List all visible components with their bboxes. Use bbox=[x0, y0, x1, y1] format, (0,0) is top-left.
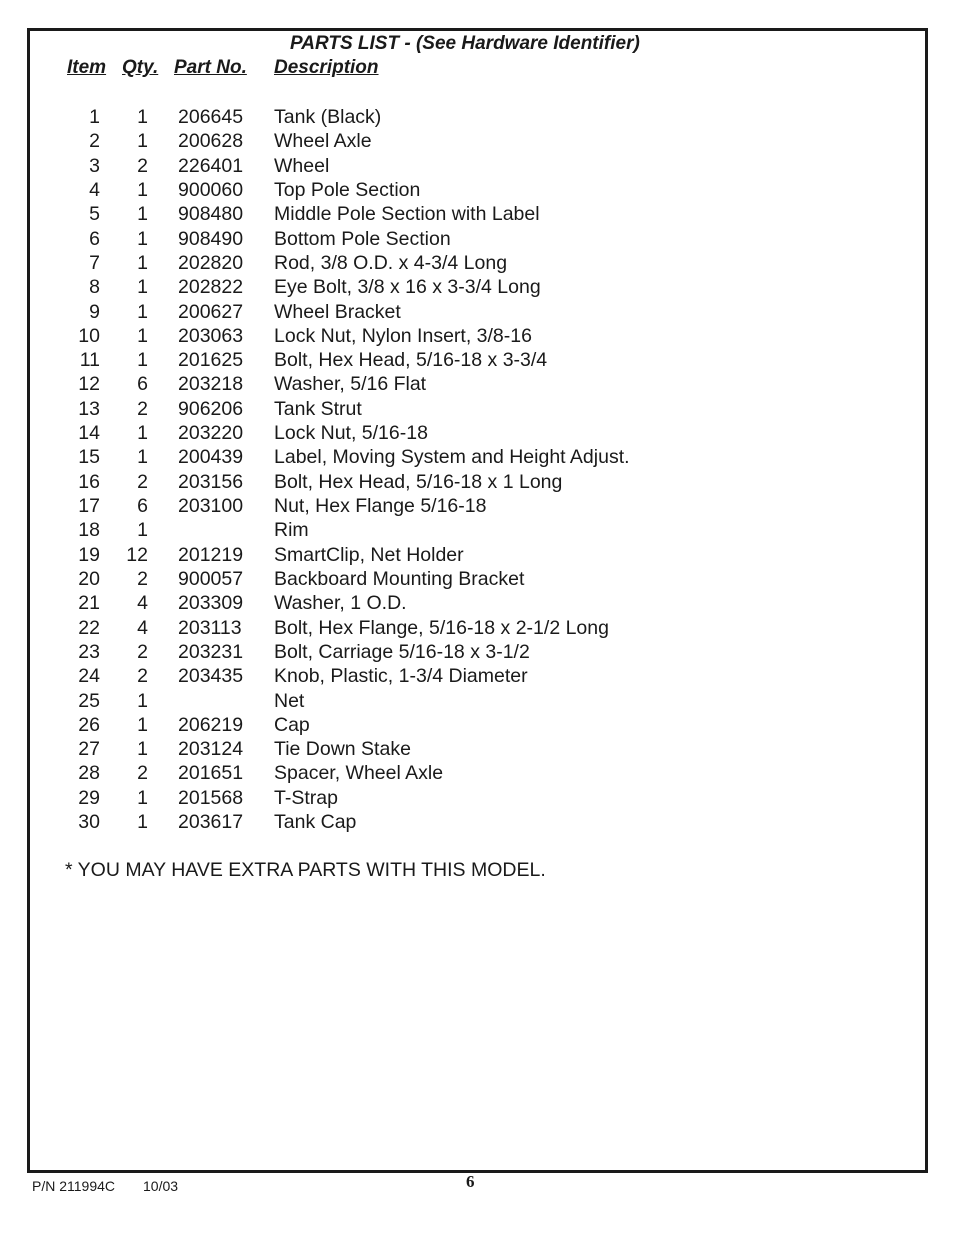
item-description: Bolt, Hex Head, 5/16-18 x 1 Long bbox=[274, 470, 563, 493]
item-number: 30 bbox=[78, 811, 100, 834]
item-quantity: 4 bbox=[137, 616, 148, 639]
parts-row bbox=[0, 543, 954, 567]
item-number: 9 bbox=[89, 300, 100, 323]
item-description: Backboard Mounting Bracket bbox=[274, 567, 525, 590]
page-title: PARTS LIST - (See Hardware Identifier) bbox=[290, 33, 640, 54]
item-quantity: 4 bbox=[137, 592, 148, 615]
parts-row bbox=[0, 202, 954, 226]
item-part-number: 906206 bbox=[178, 397, 244, 420]
item-description: Tank Cap bbox=[274, 811, 357, 834]
item-quantity: 2 bbox=[137, 397, 148, 420]
item-description: T-Strap bbox=[274, 786, 338, 809]
item-part-number: 203218 bbox=[178, 373, 244, 396]
item-number: 13 bbox=[78, 397, 100, 420]
header-description: Description bbox=[274, 57, 379, 78]
parts-row bbox=[0, 421, 954, 445]
item-description: Bolt, Hex Head, 5/16-18 x 3-3/4 bbox=[274, 349, 548, 372]
item-number: 24 bbox=[78, 665, 100, 688]
parts-row bbox=[0, 227, 954, 251]
item-part-number: 908490 bbox=[178, 227, 244, 250]
item-number: 15 bbox=[78, 446, 100, 469]
item-quantity: 1 bbox=[137, 689, 148, 712]
item-part-number: 201568 bbox=[178, 786, 244, 809]
parts-row bbox=[0, 737, 954, 761]
header-part-no: Part No. bbox=[174, 57, 247, 78]
header-item: Item bbox=[67, 57, 107, 78]
item-quantity: 1 bbox=[137, 276, 148, 299]
item-part-number: 203220 bbox=[178, 422, 244, 445]
item-number: 14 bbox=[78, 422, 100, 445]
parts-row bbox=[0, 494, 954, 518]
item-part-number: 200627 bbox=[178, 300, 244, 323]
item-number: 28 bbox=[78, 762, 100, 785]
item-quantity: 2 bbox=[137, 762, 148, 785]
parts-row bbox=[0, 640, 954, 664]
item-part-number: 900057 bbox=[178, 567, 244, 590]
item-number: 4 bbox=[89, 178, 100, 201]
item-description: Bottom Pole Section bbox=[274, 227, 451, 250]
item-part-number: 203617 bbox=[178, 811, 244, 834]
parts-row bbox=[0, 591, 954, 615]
item-number: 20 bbox=[78, 567, 100, 590]
parts-row bbox=[0, 616, 954, 640]
item-number: 8 bbox=[89, 276, 100, 299]
item-quantity: 1 bbox=[137, 227, 148, 250]
item-quantity: 2 bbox=[137, 154, 148, 177]
item-quantity: 6 bbox=[137, 373, 148, 396]
parts-row bbox=[0, 275, 954, 299]
item-description: Wheel bbox=[274, 154, 330, 177]
item-number: 25 bbox=[78, 689, 100, 712]
item-quantity: 1 bbox=[137, 446, 148, 469]
item-quantity: 1 bbox=[137, 786, 148, 809]
parts-row bbox=[0, 567, 954, 591]
item-quantity: 1 bbox=[137, 203, 148, 226]
item-number: 5 bbox=[89, 203, 100, 226]
item-number: 19 bbox=[78, 543, 100, 566]
parts-row bbox=[0, 810, 954, 834]
item-quantity: 1 bbox=[137, 178, 148, 201]
item-description: Lock Nut, Nylon Insert, 3/8-16 bbox=[274, 324, 532, 347]
page-number: 6 bbox=[466, 1172, 475, 1191]
item-part-number: 900060 bbox=[178, 178, 244, 201]
item-description: Spacer, Wheel Axle bbox=[274, 762, 444, 785]
item-quantity: 1 bbox=[137, 713, 148, 736]
item-quantity: 1 bbox=[137, 738, 148, 761]
item-part-number: 203124 bbox=[178, 738, 244, 761]
item-number: 12 bbox=[78, 373, 100, 396]
item-number: 21 bbox=[78, 592, 100, 615]
item-number: 26 bbox=[78, 713, 100, 736]
parts-row bbox=[0, 786, 954, 810]
item-quantity: 1 bbox=[137, 130, 148, 153]
item-description: Washer, 1 O.D. bbox=[274, 592, 407, 615]
item-part-number: 203113 bbox=[178, 616, 242, 639]
item-part-number: 201651 bbox=[178, 762, 244, 785]
item-description: Net bbox=[274, 689, 305, 712]
item-part-number: 203063 bbox=[178, 324, 244, 347]
item-description: Tank (Black) bbox=[274, 106, 382, 128]
parts-row bbox=[0, 664, 954, 688]
item-description: Wheel Bracket bbox=[274, 300, 401, 323]
item-part-number: 203231 bbox=[178, 640, 244, 663]
item-quantity: 12 bbox=[126, 543, 148, 566]
parts-list bbox=[0, 105, 954, 834]
item-number: 11 bbox=[79, 349, 100, 372]
item-number: 29 bbox=[78, 786, 100, 809]
item-number: 3 bbox=[89, 154, 100, 177]
item-description: Washer, 5/16 Flat bbox=[274, 373, 427, 396]
item-description: Rod, 3/8 O.D. x 4-3/4 Long bbox=[274, 251, 508, 274]
item-quantity: 1 bbox=[137, 519, 148, 542]
parts-row bbox=[0, 300, 954, 324]
item-description: Lock Nut, 5/16-18 bbox=[274, 422, 428, 445]
parts-row bbox=[0, 348, 954, 372]
item-description: Eye Bolt, 3/8 x 16 x 3-3/4 Long bbox=[274, 276, 541, 299]
parts-row bbox=[0, 397, 954, 421]
parts-row bbox=[0, 129, 954, 153]
item-description: Knob, Plastic, 1-3/4 Diameter bbox=[274, 665, 528, 688]
item-number: 23 bbox=[78, 640, 100, 663]
item-part-number: 203100 bbox=[178, 495, 244, 517]
item-quantity: 2 bbox=[137, 665, 148, 688]
item-number: 22 bbox=[78, 616, 100, 639]
item-number: 16 bbox=[78, 470, 100, 493]
parts-row bbox=[0, 105, 954, 129]
item-part-number: 200439 bbox=[178, 446, 244, 469]
item-quantity: 2 bbox=[137, 567, 148, 590]
footer-date: 10/03 bbox=[143, 1178, 179, 1194]
item-part-number: 203156 bbox=[178, 470, 244, 493]
parts-row bbox=[0, 470, 954, 494]
item-number: 2 bbox=[89, 130, 100, 153]
item-quantity: 1 bbox=[137, 422, 148, 445]
extra-parts-note: * YOU MAY HAVE EXTRA PARTS WITH THIS MODEL. bbox=[65, 859, 546, 881]
item-number: 18 bbox=[78, 519, 100, 542]
parts-row bbox=[0, 689, 954, 713]
item-quantity: 1 bbox=[137, 349, 148, 372]
item-description: Tank Strut bbox=[274, 397, 362, 420]
item-part-number: 226401 bbox=[178, 154, 244, 177]
item-part-number: 201625 bbox=[178, 349, 244, 372]
item-quantity: 6 bbox=[137, 495, 148, 517]
parts-row bbox=[0, 372, 954, 396]
item-part-number: 202820 bbox=[178, 251, 244, 274]
item-description: Rim bbox=[274, 519, 309, 542]
parts-row bbox=[0, 251, 954, 275]
item-part-number: 203309 bbox=[178, 592, 244, 615]
item-quantity: 1 bbox=[137, 324, 148, 347]
item-part-number: 203435 bbox=[178, 665, 244, 688]
item-part-number: 202822 bbox=[178, 276, 244, 299]
item-number: 17 bbox=[78, 495, 100, 517]
parts-row bbox=[0, 518, 954, 542]
parts-row bbox=[0, 761, 954, 785]
item-part-number: 206219 bbox=[178, 713, 244, 736]
item-number: 1 bbox=[89, 106, 100, 128]
item-description: SmartClip, Net Holder bbox=[274, 543, 464, 566]
parts-row bbox=[0, 154, 954, 178]
item-description: Bolt, Carriage 5/16-18 x 3-1/2 bbox=[274, 640, 530, 663]
item-number: 10 bbox=[78, 324, 100, 347]
item-part-number: 201219 bbox=[178, 543, 244, 566]
item-part-number: 200628 bbox=[178, 130, 244, 153]
item-quantity: 2 bbox=[137, 640, 148, 663]
item-description: Tie Down Stake bbox=[274, 738, 411, 761]
item-description: Middle Pole Section with Label bbox=[274, 203, 540, 226]
item-quantity: 2 bbox=[137, 470, 148, 493]
parts-row bbox=[0, 713, 954, 737]
item-description: Label, Moving System and Height Adjust. bbox=[274, 446, 630, 469]
item-description: Cap bbox=[274, 713, 310, 736]
item-number: 6 bbox=[89, 227, 100, 250]
item-description: Nut, Hex Flange 5/16-18 bbox=[274, 495, 487, 517]
item-quantity: 1 bbox=[137, 251, 148, 274]
header-qty: Qty. bbox=[122, 57, 159, 78]
parts-row bbox=[0, 324, 954, 348]
item-description: Top Pole Section bbox=[274, 178, 421, 201]
parts-row bbox=[0, 178, 954, 202]
footer-part-number: P/N 211994C bbox=[32, 1178, 116, 1194]
item-part-number: 908480 bbox=[178, 203, 244, 226]
item-quantity: 1 bbox=[137, 811, 148, 834]
item-description: Bolt, Hex Flange, 5/16-18 x 2-1/2 Long bbox=[274, 616, 609, 639]
item-number: 7 bbox=[89, 251, 100, 274]
item-quantity: 1 bbox=[137, 106, 148, 128]
item-part-number: 206645 bbox=[178, 106, 244, 128]
item-number: 27 bbox=[78, 738, 100, 761]
item-description: Wheel Axle bbox=[274, 130, 372, 153]
item-quantity: 1 bbox=[137, 300, 148, 323]
parts-row bbox=[0, 445, 954, 469]
